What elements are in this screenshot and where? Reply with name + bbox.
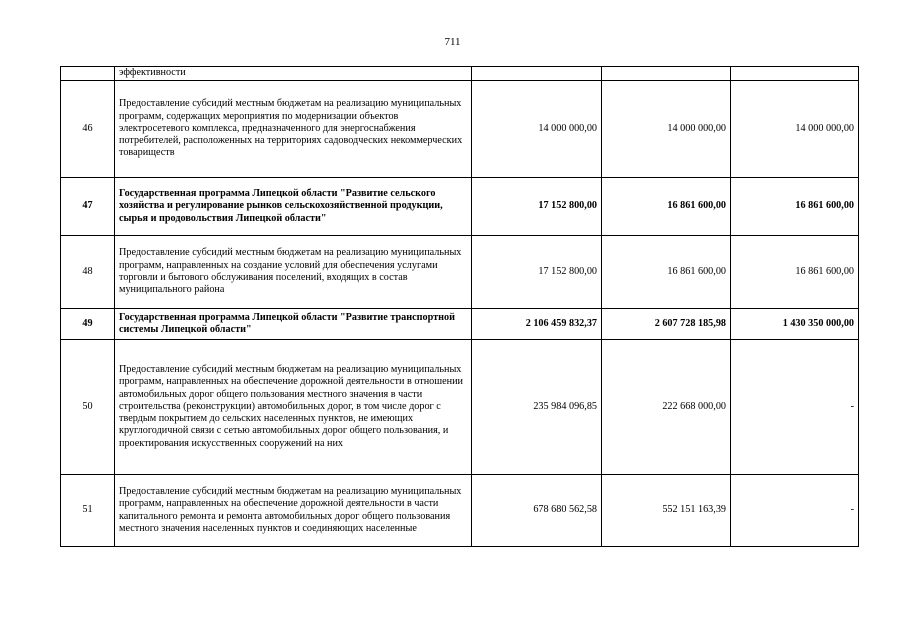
amount-year1-cell: 235 984 096,85 bbox=[472, 340, 602, 475]
amount-year2-cell: 222 668 000,00 bbox=[602, 340, 731, 475]
amount-year2-cell: 2 607 728 185,98 bbox=[602, 309, 731, 340]
amount-year3-cell: 16 861 600,00 bbox=[731, 236, 859, 309]
description-cell: Предоставление субсидий местным бюджетам на реализацию муниципальных программ, содержащих мероприятия по модернизации объектов электросетевого комплекса, предназначенного для энергоснабжения потребителей, расположенных на территориях садоводческих некоммерческих товариществ bbox=[115, 81, 472, 178]
amount-year1-cell: 17 152 800,00 bbox=[472, 236, 602, 309]
amount-year2-cell: 16 861 600,00 bbox=[602, 178, 731, 236]
page-number: 711 bbox=[444, 36, 461, 48]
amount-year2-cell: 552 151 163,39 bbox=[602, 475, 731, 547]
amount-year1-cell bbox=[472, 67, 602, 81]
amount-year2-cell: 16 861 600,00 bbox=[602, 236, 731, 309]
table-row bbox=[61, 236, 859, 309]
table-row bbox=[61, 178, 859, 236]
budget-table bbox=[60, 66, 859, 547]
amount-year3-cell: 14 000 000,00 bbox=[731, 81, 859, 178]
table-row bbox=[61, 475, 859, 547]
amount-year3-cell: - bbox=[731, 340, 859, 475]
description-cell: Предоставление субсидий местным бюджетам на реализацию муниципальных программ, направленных на обеспечение дорожной деятельности в части капитального ремонта и ремонта автомобильных дорог общего пользования местного значения населенных пунктов и соединяющих населенные bbox=[115, 475, 472, 547]
description-cell: Предоставление субсидий местным бюджетам на реализацию муниципальных программ, направленных на обеспечение дорожной деятельности в отношении автомобильных дорог общего пользования местного значения в части строительства (реконструкции) автомобильных дорог, в том числе дорог с твердым покрытием до сельских населенных пунктов, не имеющих круглогодичной связи с сетью автомобильных дорог общего пользования, и проектирования искусственных сооружений на них bbox=[115, 340, 472, 475]
amount-year3-cell: - bbox=[731, 475, 859, 547]
amount-year3-cell: 1 430 350 000,00 bbox=[731, 309, 859, 340]
row-number-cell: 48 bbox=[61, 236, 115, 309]
amount-year2-cell: 14 000 000,00 bbox=[602, 81, 731, 178]
row-number-cell: 50 bbox=[61, 340, 115, 475]
description-cell: эффективности bbox=[115, 67, 472, 81]
table-row bbox=[61, 67, 859, 81]
amount-year1-cell: 17 152 800,00 bbox=[472, 178, 602, 236]
table-row bbox=[61, 309, 859, 340]
row-number-cell: 47 bbox=[61, 178, 115, 236]
description-cell: Государственная программа Липецкой области "Развитие транспортной системы Липецкой области" bbox=[115, 309, 472, 340]
description-cell: Государственная программа Липецкой области "Развитие сельского хозяйства и регулирование рынков сельскохозяйственной продукции, сырья и продовольствия Липецкой области" bbox=[115, 178, 472, 236]
table-row bbox=[61, 81, 859, 178]
amount-year1-cell: 678 680 562,58 bbox=[472, 475, 602, 547]
amount-year1-cell: 14 000 000,00 bbox=[472, 81, 602, 178]
description-cell: Предоставление субсидий местным бюджетам на реализацию муниципальных программ, направленных на создание условий для обеспечения услугами торговли и бытового обслуживания поселений, входящих в состав муниципального района bbox=[115, 236, 472, 309]
table-body bbox=[61, 67, 859, 547]
row-number-cell: 51 bbox=[61, 475, 115, 547]
amount-year3-cell: 16 861 600,00 bbox=[731, 178, 859, 236]
row-number-cell: 49 bbox=[61, 309, 115, 340]
row-number-cell bbox=[61, 67, 115, 81]
table-row bbox=[61, 340, 859, 475]
amount-year3-cell bbox=[731, 67, 859, 81]
amount-year1-cell: 2 106 459 832,37 bbox=[472, 309, 602, 340]
amount-year2-cell bbox=[602, 67, 731, 81]
row-number-cell: 46 bbox=[61, 81, 115, 178]
